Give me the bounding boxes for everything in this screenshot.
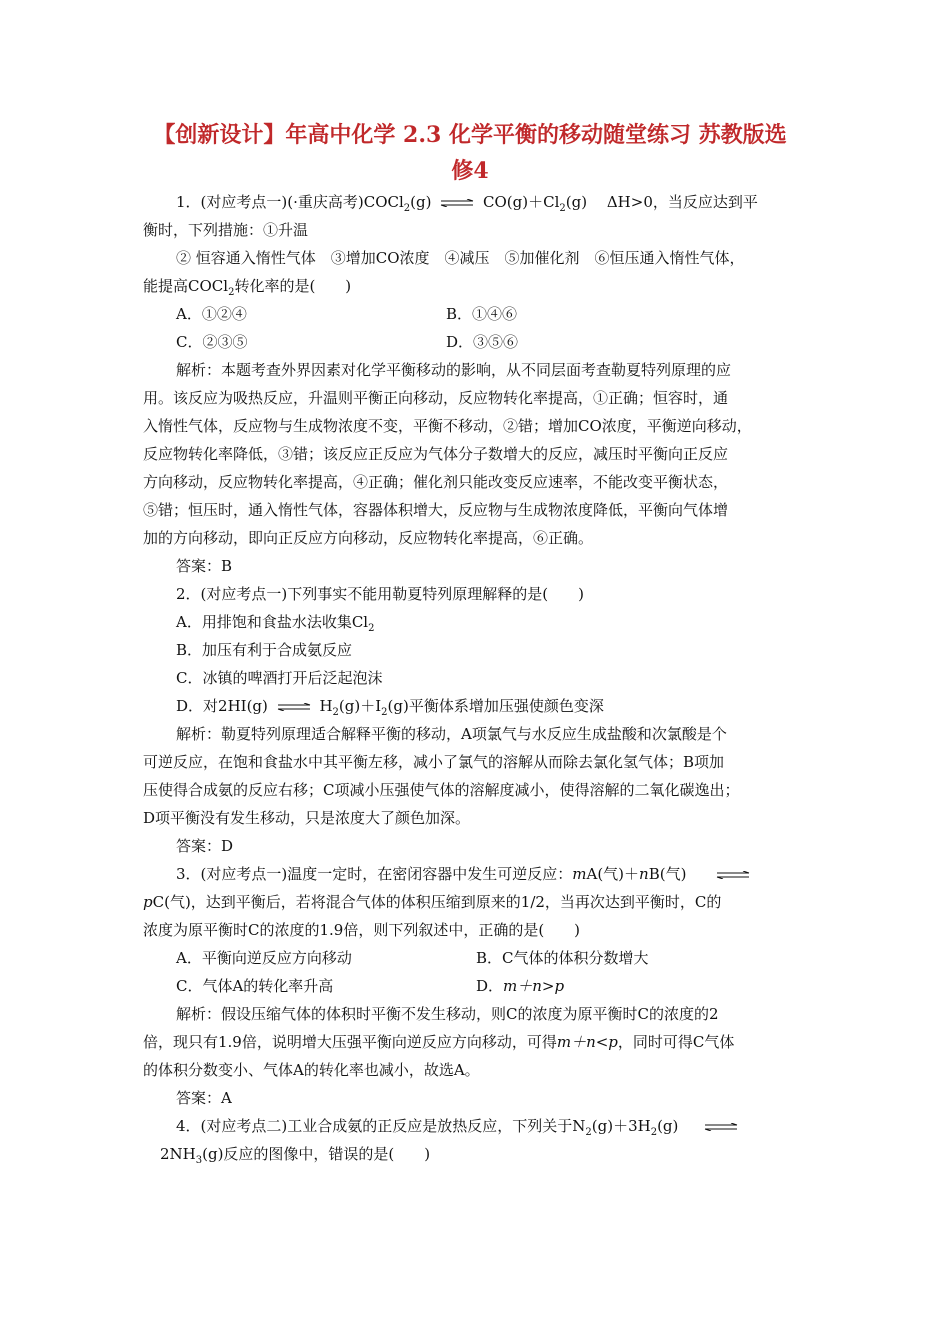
q3-option-d: D．m＋n>p [476,977,565,995]
q2-analysis-line: 解析：勒夏特列原理适合解释平衡的移动，A项氯气与水反应生成盐酸和次氯酸是个 [176,725,727,743]
equilibrium-arrow-icon [703,1123,739,1131]
q2-analysis-line: 可逆反应，在饱和食盐水中其平衡左移，减小了氯气的溶解从而除去氯化氢气体；B项加 [143,753,725,771]
q2-option-a: A．用排饱和食盐水法收集$Cl_2$ [176,613,375,634]
q1-option-a: A．①②④ [176,305,247,323]
q3-option-b: B．C气体的体积分数增大 [476,949,649,967]
q3-options-row2 [176,976,856,996]
equilibrium-arrow-icon [439,199,475,207]
equilibrium-arrow-icon [276,703,312,711]
q1-options-row2 [176,332,856,352]
q4-stem: 4．(对应考点二)工业合成氨的正反应是放热反应，下列关于$N_2(g)+3H_2(g)$ [176,1116,856,1143]
q1-stem-line3: ② 恒容通入惰性气体 ③增加CO浓度 ④减压 ⑤加催化剂 ⑥恒压通入惰性气体， [176,249,745,267]
q3-analysis-line: 解析：假设压缩气体的体积时平衡不发生移动，则C的浓度为原平衡时C的浓度的2 [176,1005,719,1023]
q1-option-d: D．③⑤⑥ [446,333,519,351]
q1-stem-line2: 衡时，下列措施：①升温 [143,221,309,239]
q3-stem-line2: pC(气)，达到平衡后，若将混合气体的体积压缩到原来的1/2，当再次达到平衡时，C的 [143,893,722,911]
q1-stem: 1．(对应考点一)(·重庆高考)COCl$_2$(g) $CO(g)+Cl_2(g)$ ΔH>0，当反应达到平 [176,193,758,214]
q1-analysis-line: 加的方向移动，即向正反应方向移动，反应物转化率提高，⑥正确。 [143,529,594,547]
q1-answer: 答案：B [176,557,233,575]
q3-option-a: A．平衡向逆反应方向移动 [176,949,352,967]
q2-answer: 答案：D [176,837,234,855]
q2-option-c: C．冰镇的啤酒打开后泛起泡沫 [176,669,383,687]
q1-analysis-line: 反应物转化率降低，③错；该反应正反应为气体分子数增大的反应，减压时平衡向正反应 [143,445,729,463]
q2-stem: 2．(对应考点一)下列事实不能用勒夏特列原理解释的是( ) [176,585,584,603]
q3-answer: 答案：A [176,1089,232,1107]
q2-option-d: D．对2HI(g) $H_2(g)+I_2(g)$平衡体系增加压强使颜色变深 [176,697,604,718]
q1-option-b: B．①④⑥ [446,305,518,323]
q3-options-row1 [176,948,856,968]
q1-options-row1 [176,304,856,324]
q3-analysis-line: 倍，现只有1.9倍，说明增大压强平衡向逆反应方向移动，可得m＋n<p，同时可得C气体 [143,1033,735,1051]
q1-option-c: C．②③⑤ [176,333,248,351]
q3-option-c: C．气体A的转化率升高 [176,977,334,995]
q3-stem-line3: 浓度为原平衡时C的浓度的1.9倍，则下列叙述中，正确的是( ) [143,921,581,939]
q1-analysis-line: 用。该反应为吸热反应，升温则平衡正向移动，反应物转化率提高，①正确；恒容时，通 [143,389,729,407]
q1-analysis-line: 入惰性气体，反应物与生成物浓度不变，平衡不移动，②错；增加CO浓度，平衡逆向移动， [143,417,752,435]
q1-analysis-line: ⑤错；恒压时，通入惰性气体，容器体积增大，反应物与生成物浓度降低，平衡向气体增 [143,501,729,519]
q3-stem: 3．(对应考点一)温度一定时，在密闭容器中发生可逆反应：mA(气)＋nB(气) [176,864,856,884]
q1-analysis-line: 方向移动，反应物转化率提高，④正确；催化剂只能改变反应速率，不能改变平衡状态， [143,473,729,491]
equilibrium-arrow-icon [715,871,751,879]
q1-analysis-line: 解析：本题考查外界因素对化学平衡移动的影响，从不同层面考查勒夏特列原理的应 [176,361,732,379]
q3-analysis-line: 的体积分数变小、气体A的转化率也减小，故选A。 [143,1061,480,1079]
document-title-line1: 【创新设计】年高中化学 2.3 化学平衡的移动随堂练习 苏教版选 [153,122,787,148]
q2-analysis-line: 压使得合成氨的反应右移；C项减小压强使气体的溶解度减小，使得溶解的二氧化碳逸出； [143,781,740,799]
q4-stem-line2: $2NH_3(g)$反应的图像中，错误的是( ) [160,1145,431,1166]
q2-option-b: B．加压有利于合成氨反应 [176,641,353,659]
q1-stem-line4: 能提高COCl$_2$转化率的是( ) [143,277,352,298]
document-title-line2: 修4 [451,158,489,184]
q2-analysis-line: D项平衡没有发生移动，只是浓度大了颜色加深。 [143,809,471,827]
